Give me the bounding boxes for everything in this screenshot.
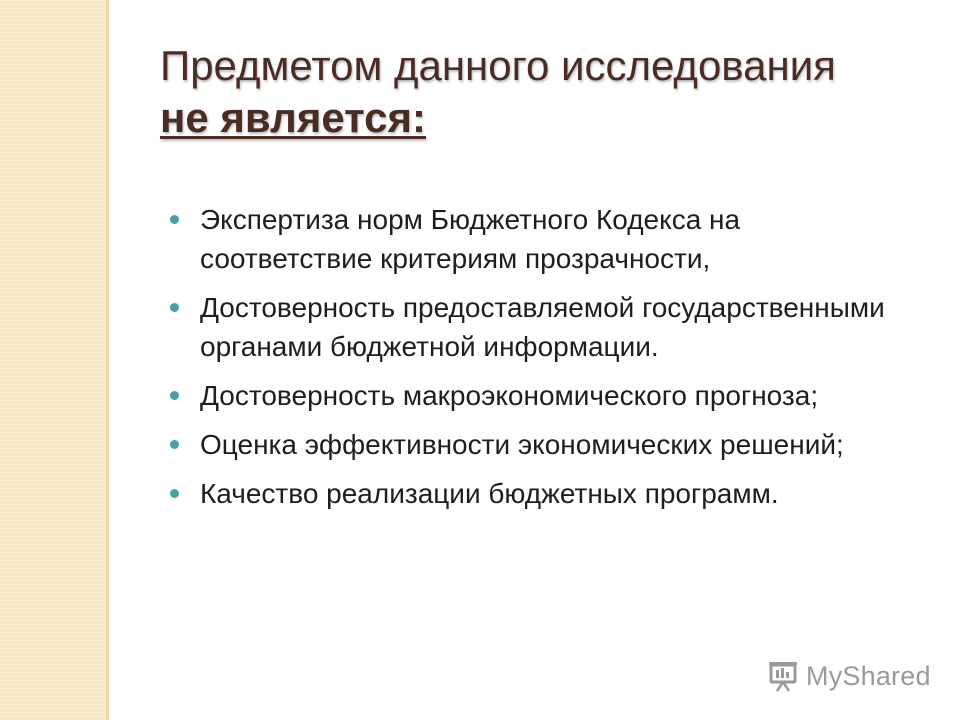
title-line-1: Предметом данного исследования <box>160 42 836 89</box>
bullet-dot-icon <box>170 489 179 498</box>
bullet-dot-icon <box>170 215 179 224</box>
bullet-item <box>170 425 910 464</box>
bullet-text: Оценка эффективности экономических решений; <box>200 429 844 460</box>
bullet-item <box>170 200 910 278</box>
bullet-text: Качество реализации бюджетных программ. <box>200 478 779 509</box>
bullet-dot-icon <box>170 303 179 312</box>
decorative-side-edge <box>106 0 109 720</box>
presentation-icon <box>766 660 800 692</box>
bullet-text: Экспертиза норм Бюджетного Кодекса на соответствие критериям прозрачности, <box>200 204 741 274</box>
title-line-2: не является: <box>160 94 427 141</box>
watermark-text: MyShared <box>806 660 931 691</box>
bullet-item <box>170 474 910 513</box>
bullet-list <box>170 200 910 523</box>
bullet-dot-icon <box>170 440 179 449</box>
myshared-watermark <box>766 658 931 694</box>
slide-title <box>160 40 920 144</box>
bullet-item <box>170 288 910 366</box>
bullet-text: Достоверность предоставляемой государственными органами бюджетной информации. <box>200 292 885 362</box>
bullet-item <box>170 376 910 415</box>
bullet-text: Достоверность макроэкономического прогноза; <box>200 380 819 411</box>
bullet-dot-icon <box>170 391 179 400</box>
decorative-side-band <box>0 0 106 720</box>
